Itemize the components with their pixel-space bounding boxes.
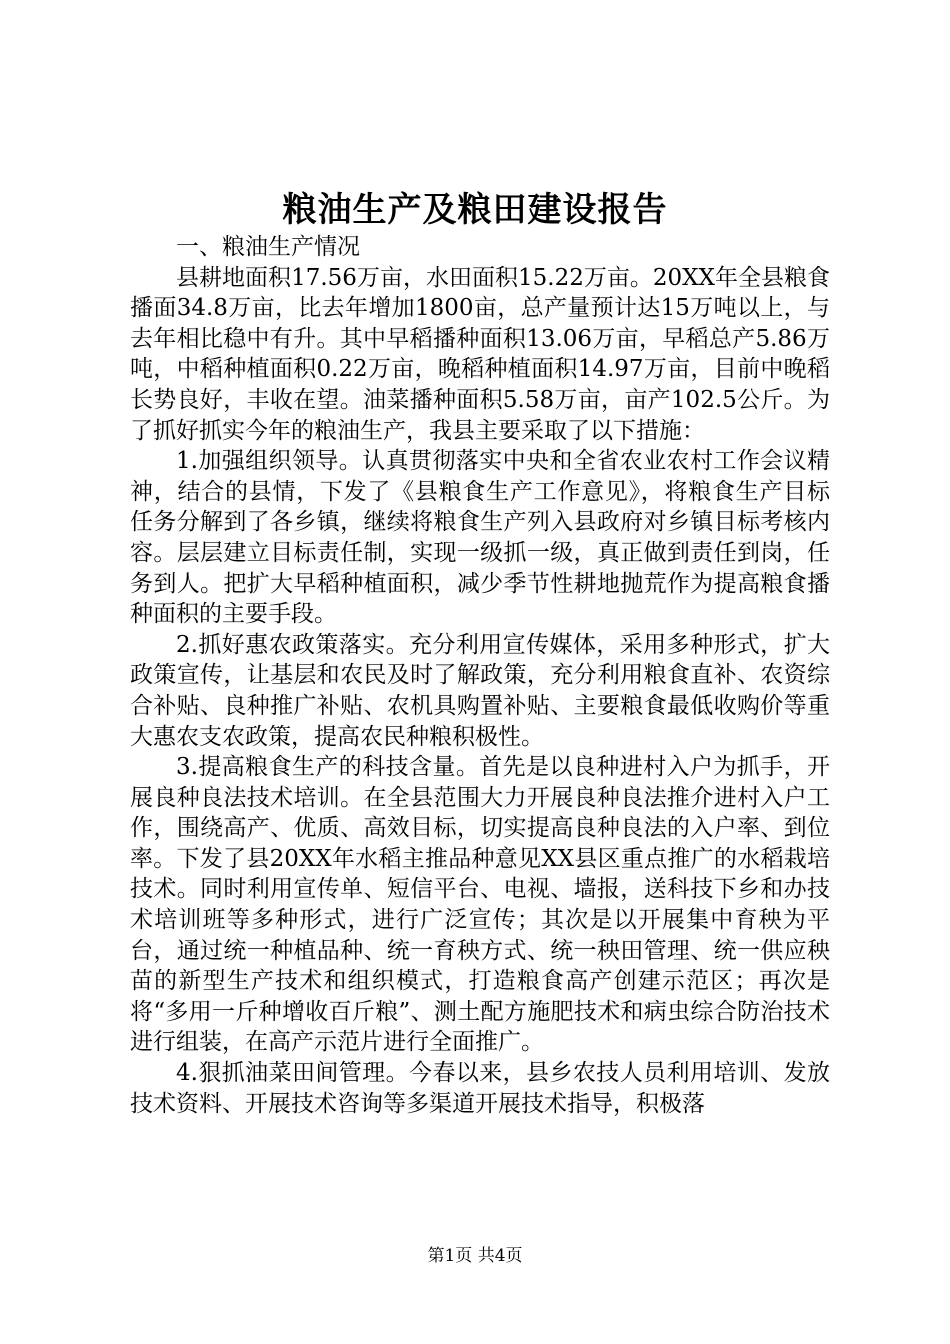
paragraph-measure-1: 1.加强组织领导。认真贯彻落实中央和全省农业农村工作会议精神，结合的县情，下发了《县粮食生产工作意见》，将粮食生产目标任务分解到了各乡镇，继续将粮食生产列入县政府对乡镇目标考核内容。层层建立目标责任制，实现一级抓一级，真正做到责任到岗，任务到人。把扩大早稻种植面积，减少季节性耕地抛荒作为提高粮食播种面积的主要手段。	[130, 448, 830, 628]
paragraph-measure-4: 4.狠抓油菜田间管理。今春以来，县乡农技人员利用培训、发放技术资料、开展技术咨询等多渠道开展技术指导，积极落	[130, 1060, 830, 1117]
document-body	[130, 232, 830, 1119]
paragraph-measure-2: 2.抓好惠农政策落实。充分利用宣传媒体，采用多种形式，扩大政策宣传，让基层和农民及时了解政策，充分利用粮食直补、农资综合补贴、良种推广补贴、农机具购置补贴、主要粮食最低收购价等重大惠农支农政策，提高农民种粮积极性。	[130, 631, 830, 750]
section-heading: 一、粮油生产情况	[176, 234, 360, 260]
paragraph-overview: 县耕地面积17.56万亩，水田面积15.22万亩。20XX年全县粮食播面34.8万亩，比去年增加1800亩，总产量预计达15万吨以上，与去年相比稳中有升。其中早稻播种面积13.06万亩，早稻总产5.86万吨，中稻种植面积0.22万亩，晚稻种植面积14.97万亩，目前中晚稻长势良好，丰收在望。油菜播种面积5.58万亩，亩产102.5公斤。为了抓好抓实今年的粮油生产，我县主要采取了以下措施：	[130, 264, 830, 444]
paragraph-measure-3: 3.提高粮食生产的科技含量。首先是以良种进村入户为抓手，开展良种良法技术培训。在全县范围大力开展良种良法推介进村入户工作，围绕高产、优质、高效目标，切实提高良种良法的入户率、到位率。下发了县20XX年水稻主推品种意见XX县区重点推广的水稻栽培技术。同时利用宣传单、短信平台、电视、墙报，送科技下乡和办技术培训班等多种形式，进行广泛宣传；其次是以开展集中育秧为平台，通过统一种植品种、统一育秧方式、统一秧田管理、统一供应秧苗的新型生产技术和组织模式，打造粮食高产创建示范区；再次是将“多用一斤种增收百斤粮”、测土配方施肥技术和病虫综合防治技术进行组装，在高产示范片进行全面推广。	[130, 754, 830, 1056]
page-footer: 第1页 共4页	[427, 1246, 523, 1266]
document-title: 粮油生产及粮田建设报告	[282, 190, 668, 230]
